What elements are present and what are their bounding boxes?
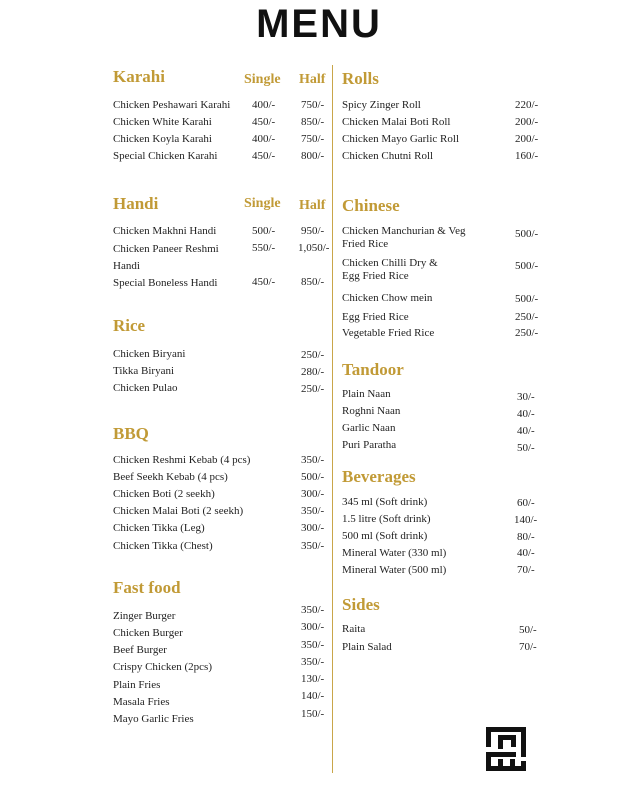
menu-item: Chicken Paneer Reshmi xyxy=(113,243,219,255)
section-heading-sides: Sides xyxy=(342,595,380,614)
price: 350/- xyxy=(301,604,325,616)
menu-item: Chicken Pulao xyxy=(113,382,178,394)
column-header-half: Half xyxy=(299,198,326,213)
price: 70/- xyxy=(517,564,535,576)
price: 140/- xyxy=(301,690,325,702)
price-half: 750/- xyxy=(301,99,325,111)
menu-item: Garlic Naan xyxy=(342,422,396,434)
price: 200/- xyxy=(515,133,539,145)
page-title: MENU xyxy=(256,2,382,46)
column-header-half: Half xyxy=(299,72,326,87)
menu-item: Special Boneless Handi xyxy=(113,277,218,289)
price: 350/- xyxy=(301,639,325,651)
menu-item: Crispy Chicken (2pcs) xyxy=(113,661,212,673)
price: 50/- xyxy=(519,624,537,636)
menu-item: Plain Naan xyxy=(342,388,391,400)
section-heading-bbq: BBQ xyxy=(113,424,149,443)
section-heading-rice: Rice xyxy=(113,316,146,335)
price: 130/- xyxy=(301,673,325,685)
price: 300/- xyxy=(301,488,325,500)
section-heading-karahi: Karahi xyxy=(113,67,165,86)
price: 250/- xyxy=(515,311,539,323)
price: 80/- xyxy=(517,531,535,543)
menu-item: Special Chicken Karahi xyxy=(113,150,218,162)
menu-item: Chicken Boti (2 seekh) xyxy=(113,488,215,500)
menu-item: Vegetable Fried Rice xyxy=(342,327,435,339)
menu-item: Beef Burger xyxy=(113,644,167,656)
price: 350/- xyxy=(301,656,325,668)
price: 300/- xyxy=(301,522,325,534)
price: 40/- xyxy=(517,408,535,420)
section-heading-fast-food: Fast food xyxy=(113,578,181,597)
section-heading-handi: Handi xyxy=(113,194,159,213)
menu-item-continued: Handi xyxy=(113,260,140,272)
section-heading-rolls: Rolls xyxy=(342,69,379,88)
price-single: 400/- xyxy=(252,99,276,111)
price-single: 450/- xyxy=(252,116,276,128)
price: 250/- xyxy=(515,327,539,339)
price: 30/- xyxy=(517,391,535,403)
menu-item: Chicken Malai Boti Roll xyxy=(342,116,451,128)
price: 500/- xyxy=(515,260,539,272)
menu-item: 1.5 litre (Soft drink) xyxy=(342,513,431,525)
price-single: 500/- xyxy=(252,225,276,237)
price: 500/- xyxy=(515,228,539,240)
price: 220/- xyxy=(515,99,539,111)
menu-item: Chicken Reshmi Kebab (4 pcs) xyxy=(113,454,251,466)
menu-item: Chicken Chutni Roll xyxy=(342,150,434,162)
menu-item: Mineral Water (330 ml) xyxy=(342,547,447,559)
menu-item: Chicken Mayo Garlic Roll xyxy=(342,133,460,145)
price: 160/- xyxy=(515,150,539,162)
price: 40/- xyxy=(517,425,535,437)
section-heading-tandoor: Tandoor xyxy=(342,360,404,379)
menu-item: Puri Paratha xyxy=(342,439,397,451)
menu-item: Chicken White Karahi xyxy=(113,116,212,128)
column-divider xyxy=(332,65,333,773)
price: 200/- xyxy=(515,116,539,128)
menu-item: 500 ml (Soft drink) xyxy=(342,530,428,542)
menu-item: Chicken Koyla Karahi xyxy=(113,133,212,145)
section-heading-chinese: Chinese xyxy=(342,196,400,215)
menu-item: Masala Fries xyxy=(113,696,170,708)
price-half: 750/- xyxy=(301,133,325,145)
price-half: 850/- xyxy=(301,116,325,128)
price-half: 950/- xyxy=(301,225,325,237)
price-half: 1,050/- xyxy=(298,242,330,254)
section-heading-beverages: Beverages xyxy=(342,467,416,486)
price: 150/- xyxy=(301,708,325,720)
price-single: 450/- xyxy=(252,150,276,162)
menu-item: Chicken Peshawari Karahi xyxy=(113,99,231,111)
menu-item: Chicken Tikka (Chest) xyxy=(113,540,213,552)
price-single: 550/- xyxy=(252,242,276,254)
column-header-single: Single xyxy=(244,196,281,211)
price: 350/- xyxy=(301,540,325,552)
price: 500/- xyxy=(301,471,325,483)
menu-item: Chicken Manchurian & Veg Fried Rice xyxy=(342,225,466,250)
menu-item: 345 ml (Soft drink) xyxy=(342,496,428,508)
menu-item: Chicken Chilli Dry & Egg Fried Rice xyxy=(342,257,438,282)
menu-item: Chicken Malai Boti (2 seekh) xyxy=(113,505,244,517)
menu-item: Plain Salad xyxy=(342,641,392,653)
price-single: 450/- xyxy=(252,276,276,288)
price: 40/- xyxy=(517,547,535,559)
price-single: 400/- xyxy=(252,133,276,145)
menu-item: Chicken Biryani xyxy=(113,348,186,360)
price: 140/- xyxy=(514,514,538,526)
price: 500/- xyxy=(515,293,539,305)
price-half: 800/- xyxy=(301,150,325,162)
menu-item: Chicken Burger xyxy=(113,627,183,639)
menu-item: Roghni Naan xyxy=(342,405,401,417)
menu-item: Chicken Chow mein xyxy=(342,292,433,304)
calligraphy-logo-icon xyxy=(484,725,528,773)
price: 280/- xyxy=(301,366,325,378)
menu-item: Chicken Makhni Handi xyxy=(113,225,217,237)
menu-item: Spicy Zinger Roll xyxy=(342,99,421,111)
price: 250/- xyxy=(301,383,325,395)
menu-item: Mineral Water (500 ml) xyxy=(342,564,447,576)
price: 60/- xyxy=(517,497,535,509)
price-half: 850/- xyxy=(301,276,325,288)
price: 350/- xyxy=(301,454,325,466)
menu-item: Tikka Biryani xyxy=(113,365,175,377)
price: 50/- xyxy=(517,442,535,454)
menu-item: Chicken Tikka (Leg) xyxy=(113,522,205,534)
menu-item: Zinger Burger xyxy=(113,610,176,622)
menu-item: Mayo Garlic Fries xyxy=(113,713,194,725)
price: 250/- xyxy=(301,349,325,361)
menu-item: Raita xyxy=(342,623,366,635)
price: 300/- xyxy=(301,621,325,633)
price: 70/- xyxy=(519,641,537,653)
price: 350/- xyxy=(301,505,325,517)
menu-item: Plain Fries xyxy=(113,679,161,691)
menu-item: Beef Seekh Kebab (4 pcs) xyxy=(113,471,228,483)
menu-item: Egg Fried Rice xyxy=(342,311,409,323)
column-header-single: Single xyxy=(244,72,281,87)
